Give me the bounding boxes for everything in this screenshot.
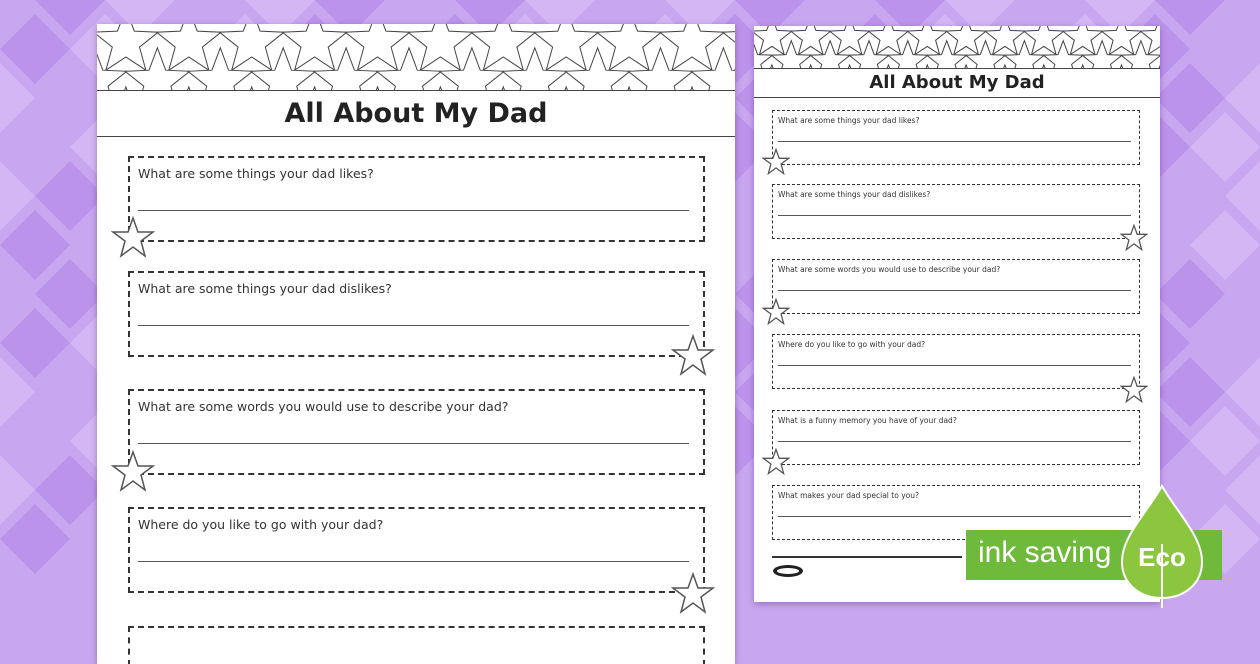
worksheet-title: All About My Dad	[97, 92, 735, 137]
answer-line	[138, 561, 689, 562]
border-star-icon	[985, 26, 1025, 55]
question-text: What are some things your dad likes?	[138, 166, 374, 181]
border-star-icon	[534, 24, 599, 70]
answer-line	[138, 210, 689, 211]
star-icon	[762, 298, 790, 325]
answer-line	[778, 141, 1131, 142]
question-box	[772, 184, 1140, 239]
border-star-icon	[408, 24, 473, 70]
border-star-icon	[219, 24, 284, 70]
border-star-icon	[660, 24, 725, 70]
question-box	[772, 410, 1140, 465]
border-star-icon	[868, 26, 908, 55]
question-box	[128, 271, 705, 357]
question-box	[772, 110, 1140, 165]
border-star-icon	[157, 24, 222, 70]
star-icon	[1120, 224, 1148, 251]
footer-divider	[772, 556, 962, 558]
question-text: Where do you like to go with your dad?	[778, 340, 925, 349]
star-icon	[111, 216, 155, 258]
question-text: What makes your dad special to you?	[778, 491, 919, 500]
star-icon	[671, 334, 715, 376]
border-star-icon	[345, 24, 410, 70]
answer-line	[778, 215, 1131, 216]
answer-line	[138, 443, 689, 444]
worksheet-title: All About My Dad	[754, 69, 1160, 98]
question-box	[128, 507, 705, 593]
border-star-icon	[946, 26, 986, 55]
answer-line	[138, 325, 689, 326]
star-icon	[762, 148, 790, 175]
border-star-icon	[1024, 26, 1064, 55]
question-box	[128, 626, 705, 664]
star-icon	[762, 448, 790, 475]
question-box	[772, 259, 1140, 314]
border-star-icon	[791, 26, 831, 55]
question-box	[128, 389, 705, 475]
ink-saving-label: ink saving	[978, 536, 1111, 570]
answer-line	[778, 290, 1131, 291]
border-star-icon	[282, 24, 347, 70]
eco-badge	[966, 484, 1222, 610]
star-icon	[671, 572, 715, 614]
twinkl-logo-icon	[772, 564, 804, 578]
question-text: What are some things your dad dislikes?	[138, 281, 392, 296]
border-star-icon	[1102, 26, 1142, 55]
question-box	[128, 156, 705, 242]
question-text: What are some things your dad dislikes?	[778, 190, 930, 199]
star-icon	[111, 450, 155, 492]
border-star-icon	[754, 26, 792, 55]
answer-line	[778, 441, 1131, 442]
star-icon	[1120, 376, 1148, 403]
question-text: What are some words you would use to describe your dad?	[778, 265, 1000, 274]
border-star-icon	[907, 26, 947, 55]
star-border	[754, 26, 1160, 69]
star-border	[97, 24, 735, 91]
question-text: What are some things your dad likes?	[778, 116, 919, 125]
question-box	[772, 334, 1140, 389]
question-text: Where do you like to go with your dad?	[138, 517, 383, 532]
border-star-icon	[597, 24, 662, 70]
border-star-icon	[1063, 26, 1103, 55]
eco-label: Eco	[1130, 542, 1194, 573]
question-text: What are some words you would use to describe your dad?	[138, 399, 508, 414]
border-star-icon	[471, 24, 536, 70]
border-star-icon	[97, 24, 158, 70]
border-star-icon	[830, 26, 870, 55]
worksheet-large	[97, 24, 735, 664]
question-text: What is a funny memory you have of your dad?	[778, 416, 957, 425]
answer-line	[778, 365, 1131, 366]
